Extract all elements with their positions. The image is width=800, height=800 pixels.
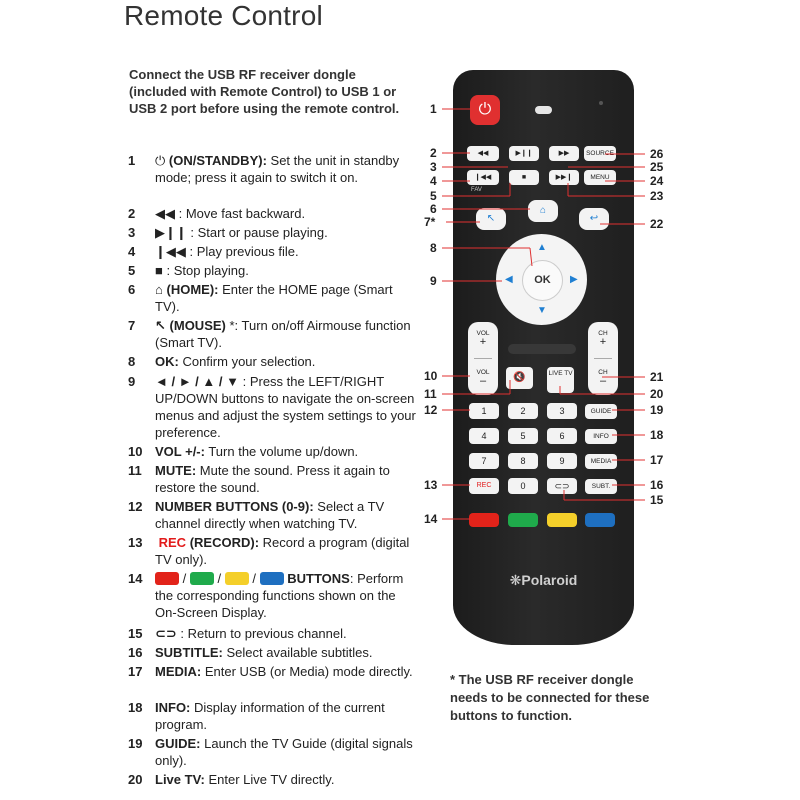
callout-10: 10 — [424, 369, 438, 383]
item-number: 2 — [128, 206, 136, 221]
ch-plus[interactable]: + — [599, 336, 607, 348]
live-tv-button[interactable]: LIVE TV — [547, 367, 574, 393]
ch-minus[interactable]: – — [599, 375, 607, 387]
previous-channel-icon: ⊂⊃ — [155, 626, 177, 641]
item-number: 14 — [128, 571, 143, 586]
callout-15: 15 — [650, 493, 664, 507]
footnote: * The USB RF receiver dongle needs to be connected for these buttons to function. — [450, 672, 650, 723]
item-number: 1 — [128, 153, 136, 168]
item-text: Mute the sound. Press it again to restore the sound. — [155, 463, 390, 495]
item-number: 17 — [128, 664, 143, 679]
vol-plus[interactable]: + — [479, 336, 487, 348]
callout-17: 17 — [650, 453, 664, 467]
item-title: INFO: — [155, 700, 191, 715]
item-title: (RECORD): — [189, 535, 260, 550]
item-number: 10 — [128, 444, 143, 459]
item-text: : Perform the corresponding functions shown on the On-Screen Display. — [155, 571, 404, 620]
item-title: (ON/STANDBY): — [168, 153, 267, 168]
stop-button[interactable]: ■ — [509, 170, 539, 185]
item-text: Enter USB (or Media) mode directly. — [201, 664, 413, 679]
previous-icon: ❙◀◀ — [155, 244, 186, 259]
item-number: 3 — [128, 225, 136, 240]
separator: / — [217, 571, 222, 586]
callout-13: 13 — [424, 478, 438, 492]
ch-label: CH — [598, 369, 608, 376]
right-arrow-button[interactable]: ▶ — [570, 274, 578, 285]
separator: / — [182, 571, 187, 586]
callout-4: 4 — [430, 174, 437, 188]
arrow-keys-icon: ◄ / ► / ▲ / ▼ — [155, 374, 239, 389]
left-arrow-button[interactable]: ◀ — [505, 274, 513, 285]
callout-14: 14 — [424, 512, 438, 526]
item-text: Launch the TV Guide (digital signals only). — [155, 736, 413, 768]
home-icon: ⌂ — [155, 282, 163, 297]
subtitle-button[interactable]: SUBT. — [585, 479, 617, 494]
number-1-button[interactable]: 1 — [469, 403, 499, 419]
item-text: *: Turn on/off Airmouse function (Smart TV). — [155, 318, 411, 350]
rewind-icon: ◀◀ — [155, 206, 175, 221]
callout-21: 21 — [650, 370, 664, 384]
item-number: 6 — [128, 282, 136, 297]
page-title: Remote Control — [124, 0, 323, 31]
previous-channel-button[interactable]: ⊂⊃ — [547, 478, 577, 494]
callout-5: 5 — [430, 189, 437, 203]
media-button[interactable]: MEDIA — [585, 454, 617, 469]
item-text: : Stop playing. — [162, 263, 249, 278]
callout-26: 26 — [650, 147, 664, 161]
callout-6: 6 — [430, 202, 437, 216]
callout-22: 22 — [650, 217, 664, 231]
intro-text: Connect the USB RF receiver dongle (included with Remote Control) to USB 1 or USB 2 port before using the remote control. — [129, 67, 400, 116]
item-text: Set the unit in standby mode; press it again to switch it on. — [155, 153, 400, 185]
play-pause-icon: ▶❙❙ — [155, 225, 187, 240]
item-title: MUTE: — [155, 463, 197, 478]
callout-23: 23 — [650, 189, 664, 203]
previous-button[interactable]: ❙◀◀ — [467, 170, 499, 185]
item-title: BUTTONS — [287, 571, 350, 586]
callout-18: 18 — [650, 428, 664, 442]
item-number: 8 — [128, 354, 136, 369]
number-7-button[interactable]: 7 — [469, 453, 499, 469]
rewind-button[interactable]: ◀◀ — [467, 146, 499, 161]
mouse-icon: ↖ — [155, 318, 166, 333]
item-title: SUBTITLE: — [155, 645, 223, 660]
item-number: 12 — [128, 499, 143, 514]
fav-label: FAV — [471, 187, 482, 193]
rec-button[interactable]: REC — [469, 478, 499, 494]
number-5-button[interactable]: 5 — [508, 428, 538, 444]
item-text: Select available subtitles. — [222, 645, 373, 660]
polaroid-logo: ❋Polaroid — [509, 572, 578, 588]
callout-8: 8 — [430, 241, 437, 255]
mute-button[interactable]: 🔇 — [506, 367, 533, 389]
callout-7: 7* — [424, 215, 436, 229]
callout-25: 25 — [650, 160, 664, 174]
rec-label: REC — [158, 535, 187, 550]
callout-9: 9 — [430, 274, 437, 288]
number-2-button[interactable]: 2 — [508, 403, 538, 419]
item-text: Enter Live TV directly. — [204, 772, 335, 787]
vol-minus[interactable]: – — [479, 375, 487, 387]
play-pause-button[interactable]: ▶❙❙ — [509, 146, 539, 161]
fast-forward-button[interactable]: ▶▶ — [549, 146, 579, 161]
next-button[interactable]: ▶▶❙ — [549, 170, 579, 185]
item-number: 20 — [128, 772, 143, 787]
ch-label: CH — [598, 330, 608, 337]
number-4-button[interactable]: 4 — [469, 428, 499, 444]
item-number: 13 — [128, 535, 143, 550]
down-arrow-button[interactable]: ▼ — [537, 305, 547, 316]
item-title: VOL +/-: — [155, 444, 205, 459]
vol-label: VOL — [476, 330, 490, 337]
item-text: Record a program (digital TV only). — [155, 535, 410, 567]
item-text: Turn the volume up/down. — [204, 444, 359, 459]
item-text: : Move fast backward. — [175, 206, 306, 221]
guide-button[interactable]: GUIDE — [585, 404, 617, 419]
item-title: GUIDE: — [155, 736, 201, 751]
item-number: 9 — [128, 374, 136, 389]
item-number: 7 — [128, 318, 136, 333]
callout-2: 2 — [430, 146, 437, 160]
info-button[interactable]: INFO — [585, 429, 617, 444]
callout-20: 20 — [650, 387, 664, 401]
home-button[interactable]: ⌂ — [528, 200, 558, 222]
power-button[interactable]: ⏻ — [470, 95, 500, 125]
item-title: Live TV: — [155, 772, 205, 787]
item-number: 5 — [128, 263, 136, 278]
item-text: : Start or pause playing. — [186, 225, 328, 240]
power-icon: ⏻ — [155, 153, 166, 168]
number-6-button[interactable]: 6 — [547, 428, 577, 444]
callout-24: 24 — [650, 174, 664, 188]
item-title: (MOUSE) — [169, 318, 226, 333]
number-3-button[interactable]: 3 — [547, 403, 577, 419]
item-text: Display information of the current program. — [155, 700, 385, 732]
callout-11: 11 — [424, 387, 437, 401]
callout-3: 3 — [430, 160, 437, 174]
mouse-button[interactable]: ↖ — [476, 208, 506, 230]
item-title: (HOME): — [166, 282, 219, 297]
number-9-button[interactable]: 9 — [547, 453, 577, 469]
number-0-button[interactable]: 0 — [508, 478, 538, 494]
callout-16: 16 — [650, 478, 664, 492]
item-text: Enter the HOME page (Smart TV). — [155, 282, 393, 314]
ok-button[interactable]: OK — [522, 260, 563, 301]
vol-label: VOL — [476, 369, 490, 376]
stop-icon: ■ — [155, 263, 163, 278]
item-number: 15 — [128, 626, 143, 641]
callout-19: 19 — [650, 403, 664, 417]
source-button[interactable]: SOURCE — [584, 146, 616, 161]
item-number: 16 — [128, 645, 143, 660]
item-text: : Play previous file. — [185, 244, 299, 259]
back-button[interactable]: ↩ — [579, 208, 609, 230]
item-number: 4 — [128, 244, 136, 259]
callout-1: 1 — [430, 102, 437, 116]
item-title: OK: — [155, 354, 179, 369]
up-arrow-button[interactable]: ▲ — [537, 242, 547, 253]
item-title: MEDIA: — [155, 664, 202, 679]
item-number: 18 — [128, 700, 143, 715]
item-number: 19 — [128, 736, 143, 751]
separator: / — [252, 571, 256, 586]
item-text: Select a TV channel directly when watching TV. — [155, 499, 385, 531]
menu-button[interactable]: MENU — [584, 170, 616, 185]
item-number: 11 — [128, 463, 142, 478]
callout-12: 12 — [424, 403, 438, 417]
item-title: NUMBER BUTTONS (0-9): — [155, 499, 314, 514]
number-8-button[interactable]: 8 — [508, 453, 538, 469]
item-text: : Press the LEFT/RIGHT UP/DOWN buttons to navigate the on-screen menus and adjust the system settings to your preference. — [155, 374, 416, 440]
item-text: : Return to previous channel. — [176, 626, 347, 641]
item-text: Confirm your selection. — [178, 354, 316, 369]
